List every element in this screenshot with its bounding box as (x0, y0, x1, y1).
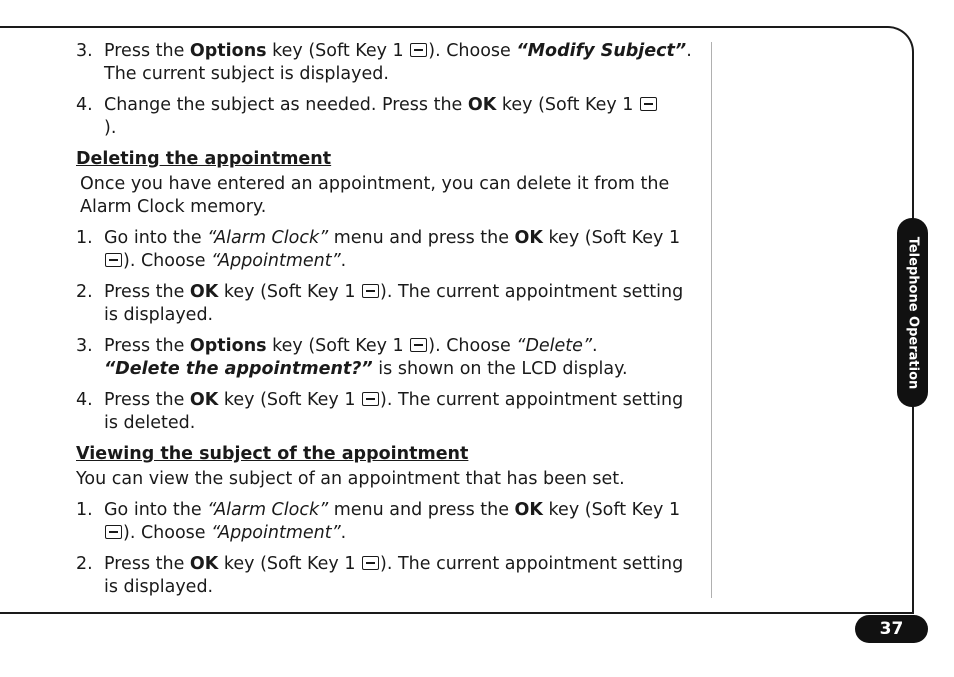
page-frame-corner (862, 26, 914, 78)
delete-step-3: 3. Press the Options key (Soft Key 1 ). Choose “Delete”. “Delete the appointment?” is shown on the LCD display. (76, 336, 628, 379)
view-heading: Viewing the subject of the appointment (76, 444, 469, 464)
view-step-2: 2. Press the OK key (Soft Key 1 ). The current appointment setting is displayed. (76, 554, 684, 597)
soft-key-icon (105, 525, 122, 539)
delete-step-2: 2. Press the OK key (Soft Key 1 ). The current appointment setting is displayed. (76, 282, 684, 325)
page-content (76, 40, 701, 607)
page-frame-top (0, 26, 888, 28)
delete-heading: Deleting the appointment (76, 149, 332, 169)
section-tab (897, 218, 928, 407)
soft-key-icon (362, 392, 379, 406)
modify-step-4: 4. Change the subject as needed. Press the OK key (Soft Key 1 ). (76, 94, 701, 140)
delete-step-4: 4. Press the OK key (Soft Key 1 ). The current appointment setting is deleted. (76, 390, 684, 433)
view-step-1: 1. Go into the “Alarm Clock” menu and press the OK key (Soft Key 1 ). Choose “Appointment”. (76, 500, 681, 543)
page-number: 37 (855, 615, 928, 643)
soft-key-icon (410, 43, 427, 57)
delete-intro: Once you have entered an appointment, you can delete it from the Alarm Clock memory. (80, 174, 670, 217)
soft-key-icon (362, 556, 379, 570)
soft-key-icon (105, 253, 122, 267)
delete-step-1: 1. Go into the “Alarm Clock” menu and press the OK key (Soft Key 1 ). Choose “Appointment”. (76, 228, 681, 271)
modify-step-3: 3. Press the Options key (Soft Key 1 ). Choose “Modify Subject”. The current subject is displayed. (76, 41, 692, 84)
column-divider (711, 42, 712, 598)
soft-key-icon (410, 338, 427, 352)
view-intro: You can view the subject of an appointment that has been set. (76, 469, 625, 489)
page-frame-bottom (0, 612, 914, 614)
section-tab-label: Telephone Operation (905, 236, 920, 389)
soft-key-icon (362, 284, 379, 298)
soft-key-icon (640, 97, 657, 111)
